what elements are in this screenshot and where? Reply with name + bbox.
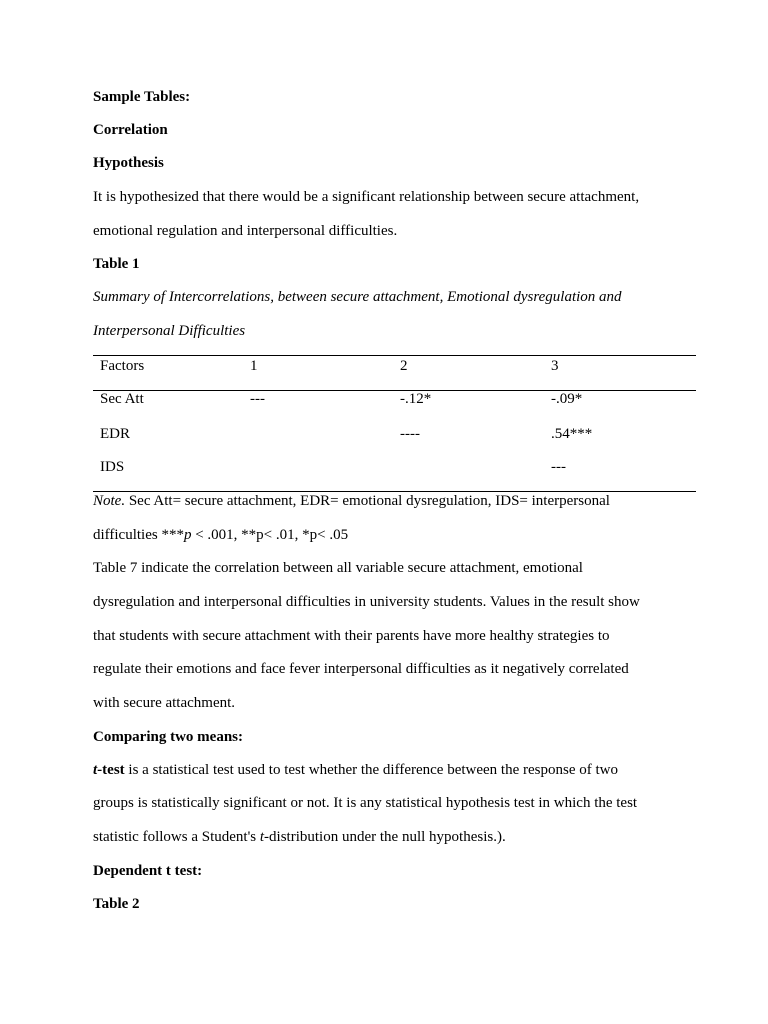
hypothesis-line-1: It is hypothesized that there would be a significant relationship between secure attachment, (93, 189, 640, 205)
table-cell: ---- (400, 426, 420, 442)
ttest-line-1 (93, 761, 618, 779)
table-header-cell: 1 (250, 358, 258, 374)
table-note-line-1 (93, 492, 610, 510)
table-header-cell: 2 (400, 358, 408, 374)
table1-caption-line-2: Interpersonal Difficulties (93, 323, 246, 339)
table-header-rule (93, 390, 696, 391)
interpretation-line-4: regulate their emotions and face fever interpersonal difficulties as it negatively correlated (93, 661, 629, 677)
ttest-text: -distribution under the null hypothesis.). (264, 829, 506, 845)
heading-correlation: Correlation (93, 122, 168, 138)
ttest-term: -test (97, 762, 125, 778)
table-cell: -.09* (551, 391, 583, 407)
heading-dependent-t-test: Dependent t test: (93, 863, 203, 879)
table-note-line-2 (93, 526, 348, 544)
table1-caption-line-1: Summary of Intercorrelations, between secure attachment, Emotional dysregulation and (93, 289, 622, 305)
interpretation-line-5: with secure attachment. (93, 695, 236, 711)
heading-comparing-two-means: Comparing two means: (93, 729, 243, 745)
table2-label: Table 2 (93, 896, 140, 912)
ttest-text: is a statistical test used to test whether the difference between the response of two (124, 762, 618, 778)
interpretation-line-3: that students with secure attachment with their parents have more healthy strategies to (93, 628, 610, 644)
note-label: Note. (93, 493, 126, 509)
interpretation-line-1: Table 7 indicate the correlation between all variable secure attachment, emotional (93, 560, 583, 576)
note-p-symbol: p (183, 527, 192, 543)
table1-label: Table 1 (93, 256, 140, 272)
note-text: Sec Att= secure attachment, EDR= emotional dysregulation, IDS= interpersonal (125, 493, 610, 509)
ttest-line-2: groups is statistically significant or not. It is any statistical hypothesis test in which the test (93, 795, 638, 811)
table-header-cell: Factors (100, 358, 145, 374)
ttest-t: t (93, 762, 98, 778)
table-cell: -.12* (400, 391, 432, 407)
table-top-rule (93, 355, 696, 356)
table-cell: --- (250, 391, 265, 407)
table-cell: IDS (100, 459, 125, 475)
heading-hypothesis: Hypothesis (93, 155, 164, 171)
table-header-cell: 3 (551, 358, 559, 374)
table-cell: .54*** (551, 426, 593, 442)
table-cell: --- (551, 459, 566, 475)
ttest-text: statistic follows a Student's (93, 829, 260, 845)
hypothesis-line-2: emotional regulation and interpersonal difficulties. (93, 223, 398, 239)
note-text: < .001, **p< .01, *p< .05 (191, 527, 349, 543)
ttest-line-3 (93, 828, 506, 846)
note-text: difficulties *** (93, 527, 184, 543)
heading-sample-tables: Sample Tables: (93, 89, 191, 105)
ttest-t-italic: t (259, 829, 265, 845)
table-cell: Sec Att (100, 391, 144, 407)
interpretation-line-2: dysregulation and interpersonal difficulties in university students. Values in the result show (93, 594, 640, 610)
table-cell: EDR (100, 426, 130, 442)
